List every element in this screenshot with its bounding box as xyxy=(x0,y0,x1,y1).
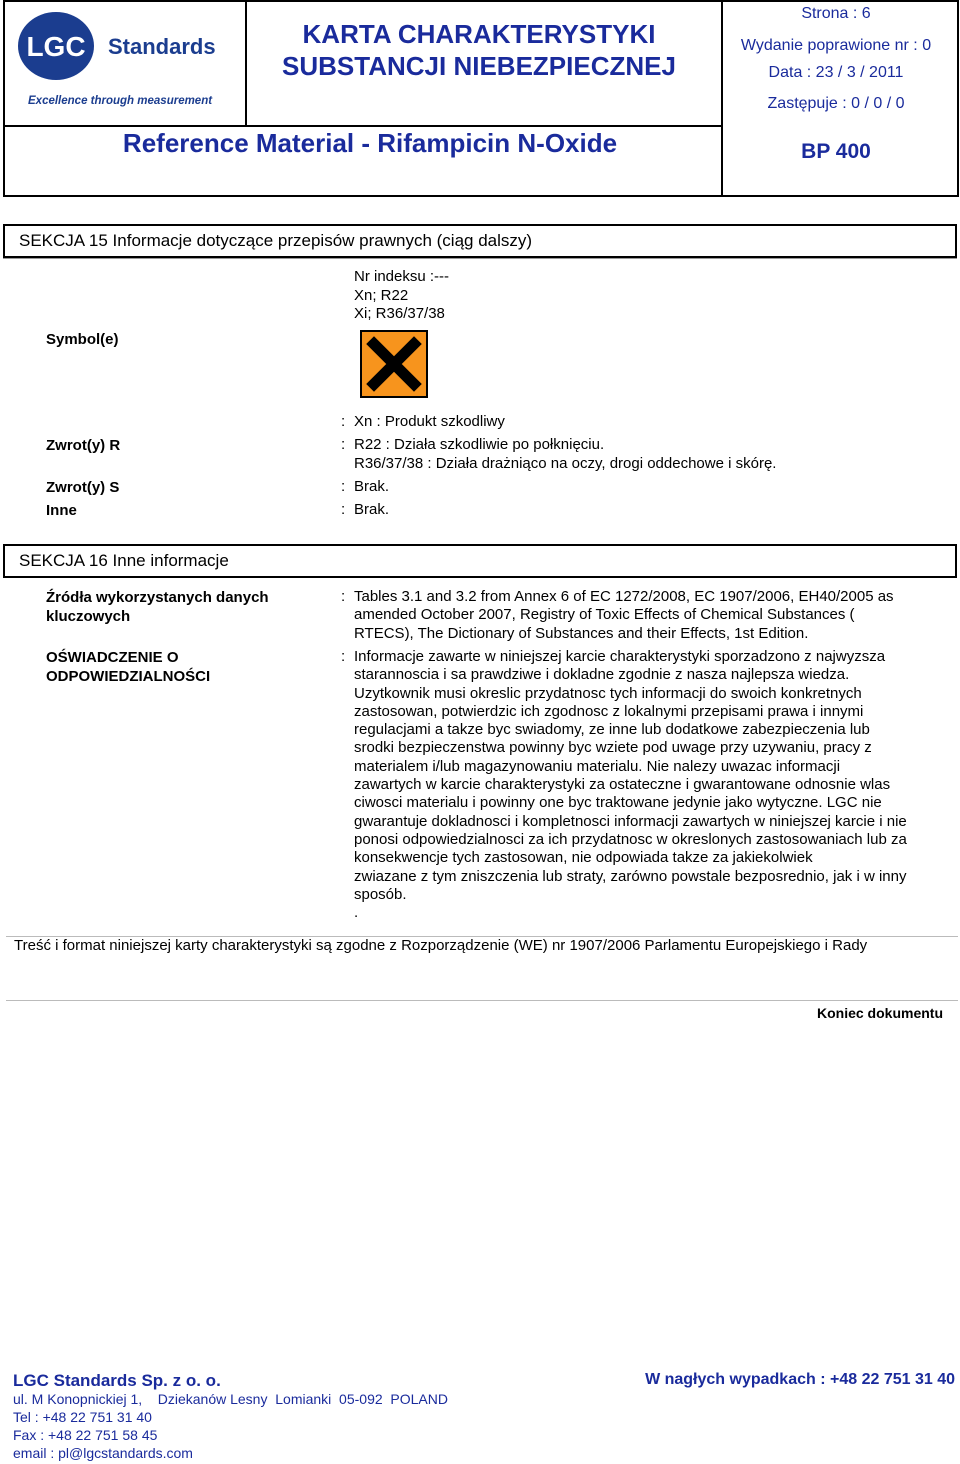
colon: : xyxy=(341,588,346,605)
divider xyxy=(6,1000,958,1001)
product-code: BP 400 xyxy=(801,140,871,163)
company-phone: Tel : +48 22 751 31 40 xyxy=(13,1409,152,1425)
colon: : xyxy=(341,501,346,518)
colon: : xyxy=(341,478,346,495)
sources-line: Tables 3.1 and 3.2 from Annex 6 of EC 1272/2008, EC 1907/2006, EH40/2005 as xyxy=(354,588,894,605)
disclaimer-line: Uzytkownik musi okreslic przydatnosc tych informacji do swoich konkretnych xyxy=(354,684,862,702)
disclaimer-line: regulacjami a takze byc swiadomy, ze inne lub dodatkowe zabezpieczenia lub xyxy=(354,721,870,739)
document-title xyxy=(244,18,714,82)
sources-label xyxy=(46,588,269,626)
section-16-header: SEKCJA 16 Inne informacje xyxy=(3,544,957,578)
s-phrases-label: Zwrot(y) S xyxy=(46,479,120,496)
symbol-line: Xi; R36/37/38 xyxy=(354,305,445,322)
colon: : xyxy=(341,648,346,665)
disclaimer-line: zwiazane z tym zniszczenia lub straty, zarówno powstale bezposrednio, jak i w inny xyxy=(354,867,907,885)
sources-label-line: Źródła wykorzystanych danych xyxy=(46,589,269,606)
other-label: Inne xyxy=(46,502,77,519)
sources-line: amended October 2007, Registry of Toxic Effects of Chemical Substances ( xyxy=(354,606,855,624)
disclaimer-line: zawartych w karcie charakterystyki za ostateczne i gwarantowane odnosnie wlas xyxy=(354,776,891,794)
edition-number: Wydanie poprawione nr : 0 xyxy=(740,37,932,54)
sources-line: RTECS), The Dictionary of Substances and their Effects, 1st Edition. xyxy=(354,624,809,642)
r-phrase: R36/37/38 : Działa drażniąco na oczy, drogi oddechowe i skórę. xyxy=(354,455,777,472)
disclaimer-line: Informacje zawarte w niniejszej karcie charakterystyki sporzadzono z najwyzsza xyxy=(354,648,886,665)
supersedes-date: Zastępuje : 0 / 0 / 0 xyxy=(767,95,905,112)
r-phrases-label: Zwrot(y) R xyxy=(46,437,121,454)
disclaimer-line: zastosowan, potwierdzic ich zgodnosc z lokalnymi przepisami prawa i innymi xyxy=(354,702,864,720)
section-15-header: SEKCJA 15 Informacje dotyczące przepisów prawnych (ciąg dalszy) xyxy=(3,224,957,258)
emergency-phone: W nagłych wypadkach : +48 22 751 31 40 xyxy=(645,1371,955,1388)
lgc-standards-logo xyxy=(16,10,230,110)
sources-text xyxy=(354,588,954,643)
disclaimer-label-line: OŚWIADCZENIE O xyxy=(46,649,179,666)
title-line-1: KARTA CHARAKTERYSTYKI xyxy=(302,19,656,49)
disclaimer-label xyxy=(46,648,210,686)
company-name: LGC Standards Sp. z o. o. xyxy=(13,1371,221,1390)
disclaimer-line: starannoscia i sa prawdziwe i dokladne zgodnie z nasza najlepsza wiedza. xyxy=(354,666,850,684)
company-fax: Fax : +48 22 751 58 45 xyxy=(13,1427,158,1443)
colon: : xyxy=(341,436,346,453)
logo-word: Standards xyxy=(108,34,216,59)
colon: : xyxy=(341,413,346,430)
disclaimer-line: ciwosci materialu i powinny one byc traktowane jedynie jako wytyczne. LGC nie xyxy=(354,794,882,812)
title-line-2: SUBSTANCJI NIEBEZPIECZNEJ xyxy=(282,51,676,81)
harmful-cross-icon xyxy=(360,330,428,398)
sources-label-line: kluczowych xyxy=(46,608,131,625)
disclaimer-line: . xyxy=(354,904,359,922)
symbol-label: Symbol(e) xyxy=(46,331,119,348)
disclaimer-line: srodki bezpieczenstwa powinny byc wziete pod uwage przy uzywaniu, pracy z xyxy=(354,739,872,757)
disclaimer-line: materialem i/lub magazynowaniu materialu. Nie nalezy uwazac informacji xyxy=(354,757,841,775)
disclaimer-label-line: ODPOWIEDZIALNOŚCI xyxy=(46,668,211,685)
r-phrase: R22 : Działa szkodliwie po połknięciu. xyxy=(354,436,605,453)
disclaimer-line: konsekwencje tych zastosowan, nie odpowiada takze za jakiekolwiek xyxy=(354,849,813,867)
disclaimer-text xyxy=(354,648,954,922)
end-of-document: Koniec dokumentu xyxy=(816,1005,943,1021)
section-divider xyxy=(3,258,957,259)
logo-brand: LGC xyxy=(26,31,86,62)
other-value: Brak. xyxy=(354,501,390,518)
page-number: Strona : 6 xyxy=(801,5,871,22)
symbol-line: Xn; R22 xyxy=(354,287,409,304)
compliance-statement: Treść i format niniejszej karty charakterystyki są zgodne z Rozporządzenie (WE) nr 1907/2006 Parlamentu Europejskiego i Rady xyxy=(14,937,868,954)
logo-tagline: Excellence through measurement xyxy=(28,95,213,107)
s-phrases-value: Brak. xyxy=(354,478,390,495)
disclaimer-line: gwarantuje dokladnosci i kompletnosci informacji zawartych w niniejszej karcie i nie xyxy=(354,812,907,830)
company-email: email : pl@lgcstandards.com xyxy=(13,1445,193,1461)
xn-description: Xn : Produkt szkodliwy xyxy=(354,413,505,430)
revision-date: Data : 23 / 3 / 2011 xyxy=(768,64,904,81)
index-number: Nr indeksu :--- xyxy=(354,268,450,285)
company-address: ul. M Konopnickiej 1, Dziekanów Lesny Lomianki 05-092 POLAND xyxy=(13,1391,448,1407)
disclaimer-line: sposób. xyxy=(354,885,407,903)
disclaimer-line: ponosi odpowiedzialnosci za ich przydatnosc w okreslonych zastosowaniach lub za xyxy=(354,830,907,848)
product-name: Reference Material - Rifampicin N-Oxide xyxy=(122,128,618,158)
